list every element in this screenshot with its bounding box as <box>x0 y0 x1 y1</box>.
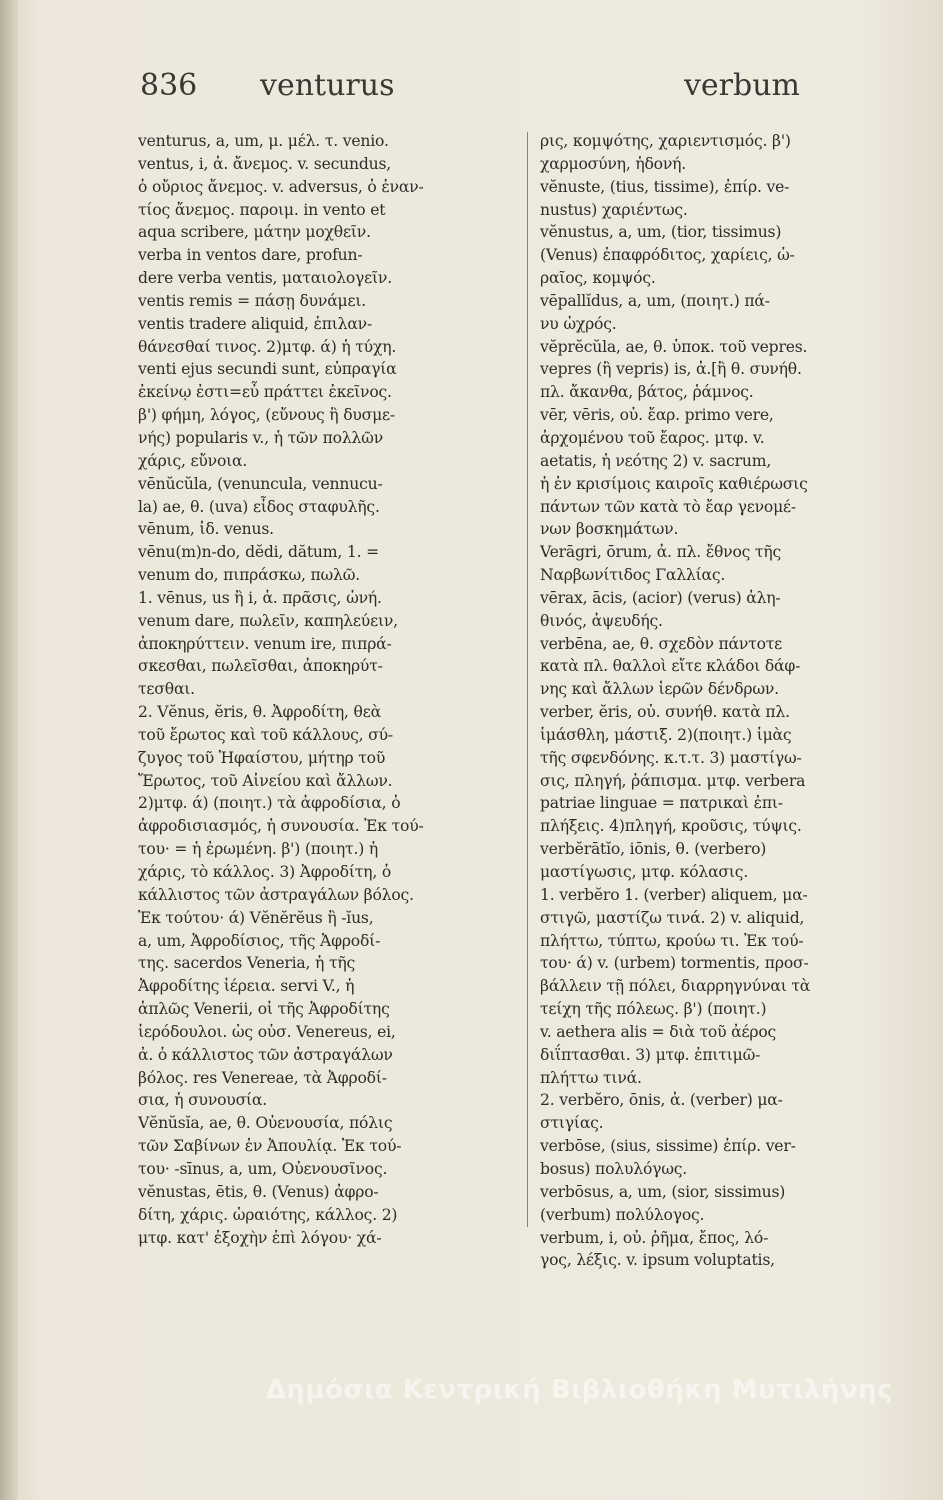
entry-line: θάνεσθαί τινος. 2)μτφ. ά) ἡ τύχη. <box>138 337 397 356</box>
entry-line: v. aethera alis = διὰ τοῦ ἀέρος <box>540 1022 777 1041</box>
entry-line: 2. verbĕro, ōnis, ἀ. (verber) μα- <box>540 1091 783 1110</box>
entry-line: ἀφροδισιασμός, ἡ συνουσία. Ἐκ τού- <box>138 817 424 836</box>
entry-line: χάρις, τὸ κάλλος. 3) Ἀφροδίτη, ὁ <box>138 863 392 881</box>
entry-line: verbum, i, οὐ. ῥῆμα, ἔπος, λό- <box>540 1228 769 1247</box>
entry-line: verber, ĕris, οὐ. συνήθ. κατὰ πλ. <box>540 703 790 722</box>
entry-line: 2)μτφ. ά) (ποιητ.) τὰ ἀφροδίσια, ὁ <box>138 794 401 813</box>
right-column <box>540 130 925 1272</box>
entry-line: χαρμοσύνη, ἡδονή. <box>540 154 687 173</box>
entry-line: γος, λέξις. v. ipsum voluptatis, <box>540 1251 775 1270</box>
entry-line: ζυγος τοῦ Ἡφαίστου, μήτηρ τοῦ <box>138 748 386 767</box>
entry-line: ραῖος, κομψός. <box>540 269 656 288</box>
entry-line: vepres (ἢ vepris) is, ἀ.[ἢ θ. συνήθ. <box>540 360 802 379</box>
entry-line: verbēna, ae, θ. σχεδὸν πάντοτε <box>540 634 783 653</box>
entry-line: verbōsus, a, um, (sior, sissimus) <box>540 1182 786 1201</box>
entry-line: (verbum) πολύλογος. <box>540 1205 705 1224</box>
entry-line: venturus, a, um, μ. μέλ. τ. venio. <box>138 132 389 150</box>
entry-line: a, um, Ἀφροδίσιος, τῆς Ἀφροδί- <box>138 931 381 950</box>
entry-line: του· = ἡ ἐρωμένη. β') (ποιητ.) ἡ <box>138 840 379 859</box>
entry-line: vĕnustas, ētis, θ. (Venus) ἀφρο- <box>138 1182 379 1201</box>
entry-line: μαστίγωσις, μτφ. κόλασις. <box>540 863 749 881</box>
entry-line: vĕnuste, (tius, tissime), ἐπίρ. ve- <box>540 177 790 196</box>
entry-line: βάλλειν τῇ πόλει, διαρρηγνύναι τὰ <box>540 977 811 996</box>
entry-line: ὁ οὔριος ἄνεμος. v. adversus, ὁ ἐναν- <box>138 177 424 196</box>
entry-line: aqua scribere, μάτην μοχθεῖν. <box>138 223 371 242</box>
entry-line: vēnum, ἰδ. venus. <box>138 520 274 539</box>
entry-line: κάλλιστος τῶν ἀστραγάλων βόλος. <box>138 885 414 904</box>
entry-line: βόλος. res Venereae, τὰ Ἀφροδί- <box>138 1068 387 1087</box>
entry-line: ἁπλῶς Venerii, οἱ τῆς Ἀφροδίτης <box>138 1000 390 1019</box>
entry-line: του· -sīnus, a, um, Οὐενουσῖνος. <box>138 1159 388 1178</box>
entry-line: vērax, ācis, (acior) (verus) ἀλη- <box>540 588 781 607</box>
entry-line: τῆς σφενδόνης. κ.τ.τ. 3) μαστίγω- <box>540 748 802 767</box>
entry-line: σια, ἡ συνουσία. <box>138 1091 268 1110</box>
entry-line: νης καὶ ἄλλων ἱερῶν δένδρων. <box>540 680 779 699</box>
entry-line: la) ae, θ. (uva) εἶδος σταφυλῆς. <box>138 497 380 516</box>
entry-line: Ἀφροδίτης ἱέρεια. servi V., ἡ <box>138 977 355 996</box>
entry-line: Verāgri, ōrum, ἀ. πλ. ἔθνος τῆς <box>540 543 782 562</box>
column-divider <box>527 132 528 1227</box>
running-head <box>140 68 800 118</box>
entry-line: 2. Vĕnus, ĕris, θ. Ἀφροδίτη, θεὰ <box>138 703 381 722</box>
entry-line: Ἔρωτος, τοῦ Αἰνείου καὶ ἄλλων. <box>138 771 393 790</box>
entry-line: venum dare, πωλεῖν, καπηλεύειν, <box>138 611 398 630</box>
left-column <box>138 130 518 1249</box>
entry-line: ἱερόδουλοι. ὡς οὐσ. Venereus, ei, <box>138 1022 396 1041</box>
entry-line: τεσθαι. <box>138 680 195 699</box>
entry-line: ventis remis = πάσῃ δυνάμει. <box>138 291 367 310</box>
entry-line: venum do, πιπράσκω, πωλῶ. <box>138 566 361 585</box>
entry-line: ἀποκηρύττειν. venum ire, πιπρά- <box>138 634 392 653</box>
library-watermark: Δημόσια Κεντρική Βιβλιοθήκη Μυτιλήνης <box>265 1375 893 1405</box>
entry-line: verbōse, (sius, sissime) ἐπίρ. ver- <box>540 1137 796 1156</box>
entry-line: vĕprĕcŭla, ae, θ. ὑποκ. τοῦ vepres. <box>540 337 808 356</box>
entry-line: ἐκείνῳ ἐστι=εὖ πράττει ἐκεῖνος. <box>138 383 392 402</box>
page-number: 836 <box>140 68 198 103</box>
entry-line: στιγίας. <box>540 1114 604 1133</box>
left-guide-word: venturus <box>260 68 395 103</box>
entry-line: ἡ ἐν κρισίμοις καιροῖς καθιέρωσις <box>540 474 808 493</box>
entry-line: μτφ. κατ' ἐξοχὴν ἐπὶ λόγου· χά- <box>138 1228 382 1247</box>
entry-line: vĕnustus, a, um, (tior, tissimus) <box>540 223 782 242</box>
entry-line: patriae linguae = πατρικαὶ ἐπι- <box>540 794 783 813</box>
entry-line: τείχη τῆς πόλεως. β') (ποιητ.) <box>540 1000 767 1019</box>
entry-line: σις, πληγή, ῥάπισμα. μτφ. verbera <box>540 771 806 790</box>
entry-line: dere verba ventis, ματαιολογεῖν. <box>138 269 392 288</box>
entry-line: ventis tradere aliquid, ἐπιλαν- <box>138 314 373 333</box>
entry-line: χάρις, εὔνοια. <box>138 451 248 470</box>
right-guide-word: verbum <box>683 68 800 103</box>
entry-line: nustus) χαριέντως. <box>540 200 688 219</box>
entry-line: σκεσθαι, πωλεῖσθαι, ἀποκηρύτ- <box>138 657 383 676</box>
entry-line: της. sacerdos Veneria, ἡ τῆς <box>138 954 356 973</box>
entry-line: (Venus) ἐπαφρόδιτος, χαρίεις, ὡ- <box>540 246 795 265</box>
entry-line: δίτη, χάρις. ὡραιότης, κάλλος. 2) <box>138 1205 398 1224</box>
entry-line: νής) popularis v., ἡ τῶν πολλῶν <box>138 428 383 447</box>
entry-line: 1. verbĕro 1. (verber) aliquem, μα- <box>540 885 808 904</box>
entry-line: του· ά) v. (urbem) tormentis, προσ- <box>540 954 809 973</box>
entry-line: Ἐκ τούτου· ά) Vĕnĕrĕus ἢ -ĭus, <box>138 908 374 927</box>
entry-line: στιγῶ, μαστίζω τινά. 2) v. aliquid, <box>540 908 805 927</box>
entry-line: verba in ventos dare, profun- <box>138 246 363 265</box>
entry-line: vēnu(m)n-do, dĕdi, dătum, 1. = <box>138 543 379 562</box>
entry-line: πλήξεις. 4)πληγή, κροῦσις, τύψις. <box>540 817 802 836</box>
page-spine-shadow <box>0 0 18 1500</box>
entry-line: β') φήμη, λόγος, (εὔνους ἢ δυσμε- <box>138 406 395 425</box>
entry-line: κατὰ πλ. θαλλοὶ εἴτε κλάδοι δάφ- <box>540 657 801 676</box>
entry-line: νυ ὠχρός. <box>540 314 617 333</box>
entry-line: πλήττω, τύπτω, κρούω τι. Ἐκ τού- <box>540 931 804 950</box>
entry-line: verbĕrātĭo, iōnis, θ. (verbero) <box>540 840 767 859</box>
entry-line: ventus, i, ἀ. ἄνεμος. v. secundus, <box>138 154 392 173</box>
entry-line: θινός, ἀψευδής. <box>540 611 663 630</box>
entry-line: τῶν Σαβίνων ἐν Ἀπουλίᾳ. Ἐκ τού- <box>138 1137 402 1156</box>
entry-line: τίος ἄνεμος. παροιμ. in vento et <box>138 200 386 219</box>
entry-line: πλ. ἄκανθα, βάτος, ῥάμνος. <box>540 383 754 402</box>
entry-line: 1. vēnus, us ἢ i, ἀ. πρᾶσις, ὠνή. <box>138 588 382 607</box>
entry-line: πλήττω τινά. <box>540 1068 642 1087</box>
entry-line: vēr, vēris, οὐ. ἔαρ. primo vere, <box>540 406 774 425</box>
entry-line: bosus) πολυλόγως. <box>540 1159 688 1178</box>
entry-line: Vĕnŭsĭa, ae, θ. Οὐενουσία, πόλις <box>138 1114 393 1133</box>
entry-line: venti ejus secundi sunt, εὐπραγία <box>138 360 397 379</box>
entry-line: πάντων τῶν κατὰ τὸ ἔαρ γενομέ- <box>540 497 796 516</box>
entry-line: vēnŭcŭla, (venuncula, vennucu- <box>138 474 383 493</box>
entry-line: ἀρχομένου τοῦ ἔαρος. μτφ. v. <box>540 428 765 447</box>
entry-line: Ναρβωνίτιδος Γαλλίας. <box>540 566 726 585</box>
entry-line: νων βοσκημάτων. <box>540 520 679 539</box>
entry-line: ρις, κομψότης, χαριεντισμός. β') <box>540 132 791 150</box>
entry-line: aetatis, ἡ νεότης 2) v. sacrum, <box>540 451 772 470</box>
entry-line: τοῦ ἔρωτος καὶ τοῦ κάλλους, σύ- <box>138 725 393 744</box>
entry-line: ἀ. ὁ κάλλιστος τῶν ἀστραγάλων <box>138 1045 393 1064</box>
entry-line: διΐπτασθαι. 3) μτφ. ἐπιτιμῶ- <box>540 1045 761 1064</box>
entry-line: ἱμάσθλη, μάστιξ. 2)(ποιητ.) ἱμὰς <box>540 725 792 744</box>
entry-line: vēpallĭdus, a, um, (ποιητ.) πά- <box>540 291 770 310</box>
